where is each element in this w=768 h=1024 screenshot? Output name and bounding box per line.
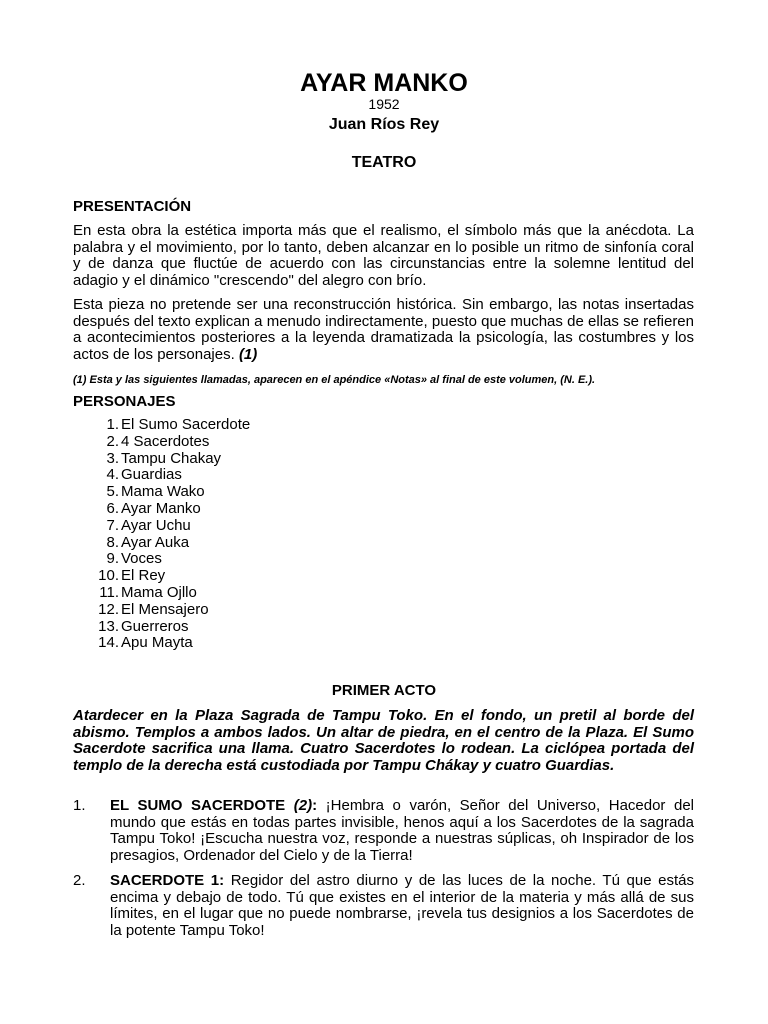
dialogue-number: 1.	[73, 797, 86, 814]
presentation-paragraph-2	[73, 297, 694, 363]
list-item-name: Apu Mayta	[121, 634, 193, 652]
dialogue-line-1	[73, 798, 694, 864]
dialogue-number: 2.	[73, 872, 86, 889]
list-item	[73, 484, 250, 501]
dialogue-speaker: EL SUMO SACERDOTE	[110, 797, 286, 814]
list-item	[73, 501, 250, 518]
characters-list	[73, 417, 250, 652]
list-item-name: El Mensajero	[121, 600, 209, 618]
list-item-name: 4 Sacerdotes	[121, 432, 210, 450]
dialogue-text: ¡Hembra o varón, Señor del Universo, Hacedor del mundo que estás en todas partes invisible, henos aquí a los Sacerdotes de la sagrada Tampu Toko! ¡Escucha nuestra voz, responde a nuestras súplicas, oh Inspirador de los presagios, Ordenador del Cielo y de la Tierra!	[110, 797, 695, 864]
list-item-number: 9.	[106, 550, 119, 568]
list-item	[73, 602, 250, 619]
footnote-reference-1[interactable]: (1)	[238, 345, 258, 363]
footnote: (1) Esta y las siguientes llamadas, aparecen en el apéndice «Notas» al final de este volumen, (N. E.).	[73, 374, 596, 386]
list-item-name: Ayar Manko	[121, 499, 201, 517]
document-title: AYAR MANKO	[300, 69, 468, 97]
dialogue-line-2	[73, 873, 694, 939]
list-item	[73, 518, 250, 535]
list-item	[73, 551, 250, 568]
list-item-name: Mama Wako	[121, 483, 205, 501]
stage-direction: Atardecer en la Plaza Sagrada de Tampu Toko. En el fondo, un pretil al borde del abismo. Templos a ambos lados. Un altar de piedra, en el centro de la Plaza. El Sumo Sacerdote sacrifica una llama. Cuatro Sacerdotes lo rodean. La ciclópea portada del templo de la derecha está custodiada por Tampu Chákay y cuatro Guardias.	[73, 707, 694, 774]
list-item-name: El Sumo Sacerdote	[121, 416, 251, 433]
document-author: Juan Ríos Rey	[328, 116, 440, 133]
dialogue-speaker: SACERDOTE 1:	[110, 872, 225, 889]
document-genre: TEATRO	[351, 154, 417, 171]
list-item-number: 11.	[99, 583, 119, 601]
act-heading: PRIMER ACTO	[331, 682, 437, 699]
list-item-name: El Rey	[121, 567, 166, 585]
dialogue-body	[110, 873, 694, 939]
document-year: 1952	[368, 96, 400, 112]
list-item-name: Voces	[121, 550, 162, 568]
list-item-number: 2.	[106, 432, 119, 450]
list-item	[73, 417, 250, 434]
list-item-number: 7.	[106, 516, 119, 534]
dialogue-text: Regidor del astro diurno y de las luces de la noche. Tú que estás encima y debajo de todo. Tú que existes en el interior de la materia y más allá de sus límites, en el lugar que no puede nombrarse, ¡revela tus designios a los Sacerdotes de la potente Tampu Toko!	[110, 872, 694, 939]
list-item-number: 6.	[106, 499, 119, 517]
list-item-number: 5.	[106, 483, 119, 501]
list-item	[73, 635, 250, 652]
list-item	[73, 467, 250, 484]
list-item	[73, 535, 250, 552]
list-item-number: 4.	[106, 466, 119, 484]
list-item	[73, 585, 250, 602]
presentation-paragraph-1: En esta obra la estética importa más que el realismo, el símbolo más que la anécdota. La palabra y el movimiento, por lo tanto, deben alcanzar en lo posible un ritmo de sinfonía coral y de danza que fluctúe de acuerdo con las circunstancias entre la solemne lentitud del adagio y el dinámico "crescendo" del alegro con brío.	[73, 222, 694, 289]
list-item-name: Guerreros	[121, 617, 189, 635]
characters-heading: PERSONAJES	[73, 393, 176, 410]
list-item-number: 1.	[106, 416, 119, 433]
list-item-number: 8.	[106, 533, 119, 551]
list-item	[73, 568, 250, 585]
list-item-number: 3.	[106, 449, 119, 467]
presentation-paragraph-2-text: Esta pieza no pretende ser una reconstrucción histórica. Sin embargo, las notas insertadas después del texto explican a menudo indirectamente, puesto que muchas de ellas se refieren a acontecimientos posteriores a la leyenda dramatizada la psicología, las costumbres y los actos de los personajes.	[73, 296, 694, 363]
list-item-name: Tampu Chakay	[121, 449, 222, 467]
list-item-number: 14.	[98, 634, 119, 652]
list-item-name: Ayar Uchu	[121, 516, 191, 534]
presentation-heading: PRESENTACIÓN	[73, 198, 192, 215]
dialogue-body	[110, 798, 694, 864]
list-item-name: Guardias	[121, 466, 182, 484]
footnote-reference-2[interactable]: (2)	[293, 797, 313, 814]
list-item-number: 12.	[98, 600, 119, 618]
list-item	[73, 619, 250, 636]
list-item	[73, 451, 250, 468]
list-item-number: 13.	[98, 617, 119, 635]
list-item-name: Mama Ojllo	[121, 583, 197, 601]
list-item-name: Ayar Auka	[121, 533, 190, 551]
list-item	[73, 434, 250, 451]
list-item-number: 10.	[98, 567, 119, 585]
speaker-colon: :	[312, 797, 318, 814]
